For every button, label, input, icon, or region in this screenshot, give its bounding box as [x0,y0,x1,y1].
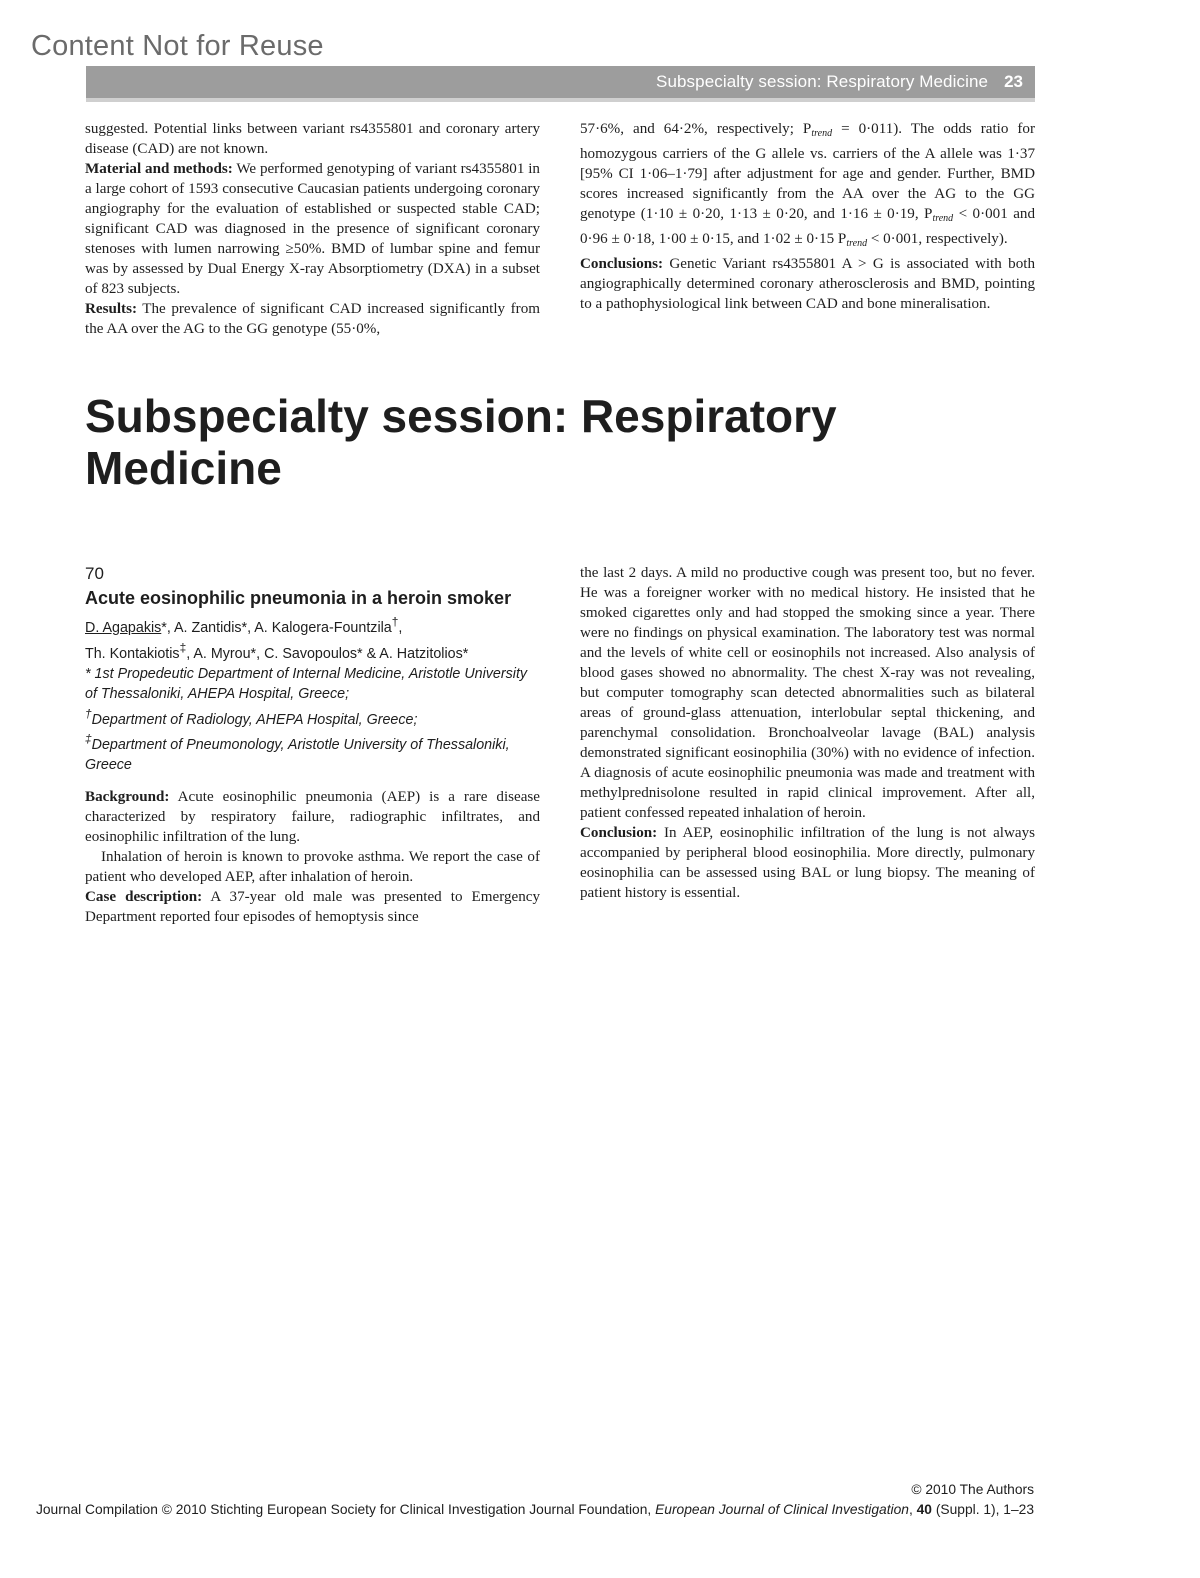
conclusion-label: Conclusion: [580,825,658,841]
case-paragraph-cont: the last 2 days. A mild no productive cough was present too, but no fever. He was a foreigner worker with no medical history. He insisted that he smoked cigarettes only and had stopped the smoking since a year. There were no findings on physical examination. The laboratory test was normal and the levels of white cell or eosinophils not increased. Also analysis of blood gases showed no abnormality. The chest X-ray was not revealing, but computer tomography scan detected abnormalities such as bilateral areas of ground-glass attenuation, interlobular septal thickening, and parenchymal consolidation. Bronchoalveolar lavage (BAL) analysis demonstrated significant eosinophilia (30%) with no evidence of infection. A diagnosis of acute eosinophilic pneumonia was made and treatment with methylprednisolone resulted in rapid clinical improvement. After all, patient confessed repeated inhalation of heroin. [580,565,1035,821]
methods-text: We performed genotyping of variant rs4355801 in a large cohort of 1593 consecutive Caucasian patients undergoing coronary angiography for the evaluation of established or suspected stable CAD; significant CAD was diagnosed in the presence of significant coronary stenoses with lumen narrowing ≥50%. BMD of lumbar spine and femur was by assessed by Dual Energy X-ray Absorptiometry (DXA) in a subset of 823 subjects. [85,161,540,297]
background-label: Background: [85,789,170,806]
section-title: Subspecialty session: Respiratory Medicine [85,390,837,494]
journal-volume: 40 [916,1502,932,1517]
double-dagger-mark: ‡ [85,732,92,747]
dagger-mark: † [85,706,92,721]
subscript: trend [846,238,868,249]
conclusions-label: Conclusions: [580,256,664,272]
footer-text: , [908,1502,917,1517]
prev-abstract-conclusions [580,254,1035,314]
background-text: Acute eosinophilic pneumonia (AEP) is a rare disease characterized by respiratory failure, radiographic infiltrates, and eosinophilic infiltration of the lung. [85,789,540,846]
double-dagger-mark: ‡ [179,640,187,655]
watermark: Content Not for Reuse [31,30,324,62]
prev-abstract-methods [85,159,540,299]
authors-text: Th. Kontakiotis [85,645,180,662]
prev-abstract-intro [85,119,540,159]
subscript: trend [932,213,954,224]
prev-abstract-results [85,299,540,339]
dagger-mark: † [391,615,399,629]
case-text: A 37-year old male was presented to Emergency Department reported four episodes of hemoptysis since [85,889,541,926]
results-cont-text: = 0·011). The odds ratio for homozygous carriers of the G allele vs. carriers of the A allele was 1·37 [95% CI 1·06–1·79] after adjustment for age and gender. Further, BMD scores increased significantly from the AA over the AG to the GG genotype (1·10 ± 0·20, 1·13 ± 0·20, and 1·16 ± 0·19, P [580,121,1036,222]
conclusion-text: In AEP, eosinophilic infiltration of the lung is not always accompanied by peripheral blood eosinophilia. More directly, pulmonary eosinophilia can be assessed using BAL or lung biopsy. The meaning of patient history is essential. [580,825,1035,901]
prev-abstract-left-column [85,119,540,339]
results-cont-text: < 0·001 and 0·96 ± 0·18, 1·00 ± 0·15, and 1·02 ± 0·15 P [580,206,1035,247]
case-label: Case description: [85,889,203,906]
affiliation-3: Department of Pneumonology, Aristotle University of Thessaloniki, Greece [85,737,510,774]
conclusions-text: Genetic Variant rs4355801 A > G is associated with both angiographically determined coronary atherosclerosis and BMD, pointing to a pathophysiological link between CAD and bone mineralisation. [580,256,1035,312]
results-label: Results: [85,301,137,317]
affiliation-2: Department of Radiology, AHEPA Hospital, Greece; [91,711,418,728]
authors-text: , [398,619,403,636]
page-number: 23 [1004,72,1023,91]
running-header-title: Subspecialty session: Respiratory Medicine [656,72,989,91]
authors-text: *, A. Zantidis*, A. Kalogera-Fountzila [161,619,392,636]
presenting-author: D. Agapakis [85,619,162,636]
prev-abstract-results-cont [580,119,1035,254]
results-text: The prevalence of significant CAD increased significantly from the AA over the AG to the GG genotype (55·0%, [85,301,540,337]
abstract-right-column [580,563,1035,903]
results-cont-text: < 0·001, respectively). [867,231,1008,247]
author-list [85,612,540,664]
running-header [86,66,1035,102]
footer-text: (Suppl. 1), 1–23 [931,1502,1034,1517]
journal-line [34,1500,1034,1520]
page-footer [34,1480,1034,1520]
abstract-left-column [85,563,540,927]
affiliations [85,664,540,776]
methods-label: Material and methods: [85,161,233,177]
conclusion-paragraph [580,823,1035,903]
paragraph-text: suggested. Potential links between variant rs4355801 and coronary artery disease (CAD) are not known. [85,121,540,157]
background-paragraph-2: Inhalation of heroin is known to provoke asthma. We report the case of patient who developed AEP, after inhalation of heroin. [85,849,540,886]
prev-abstract-right-column [580,119,1035,314]
background-paragraph [85,787,540,847]
copyright-line: © 2010 The Authors [911,1482,1034,1497]
footer-text: Journal Compilation © 2010 Stichting European Society for Clinical Investigation Journal Foundation, [35,1502,656,1517]
results-cont-text: 57·6%, and 64·2%, respectively; P [580,121,812,137]
abstract-title: Acute eosinophilic pneumonia in a heroin smoker [85,588,512,608]
case-paragraph [85,887,540,927]
subscript: trend [811,128,833,139]
authors-text: , A. Myrou*, C. Savopoulos* & A. Hatzitolios* [186,645,469,662]
abstract-number: 70 [85,564,104,583]
affiliation-1: * 1st Propedeutic Department of Internal Medicine, Aristotle University of Thessaloniki, AHEPA Hospital, Greece; [85,665,528,702]
journal-name: European Journal of Clinical Investigation [655,1502,909,1517]
